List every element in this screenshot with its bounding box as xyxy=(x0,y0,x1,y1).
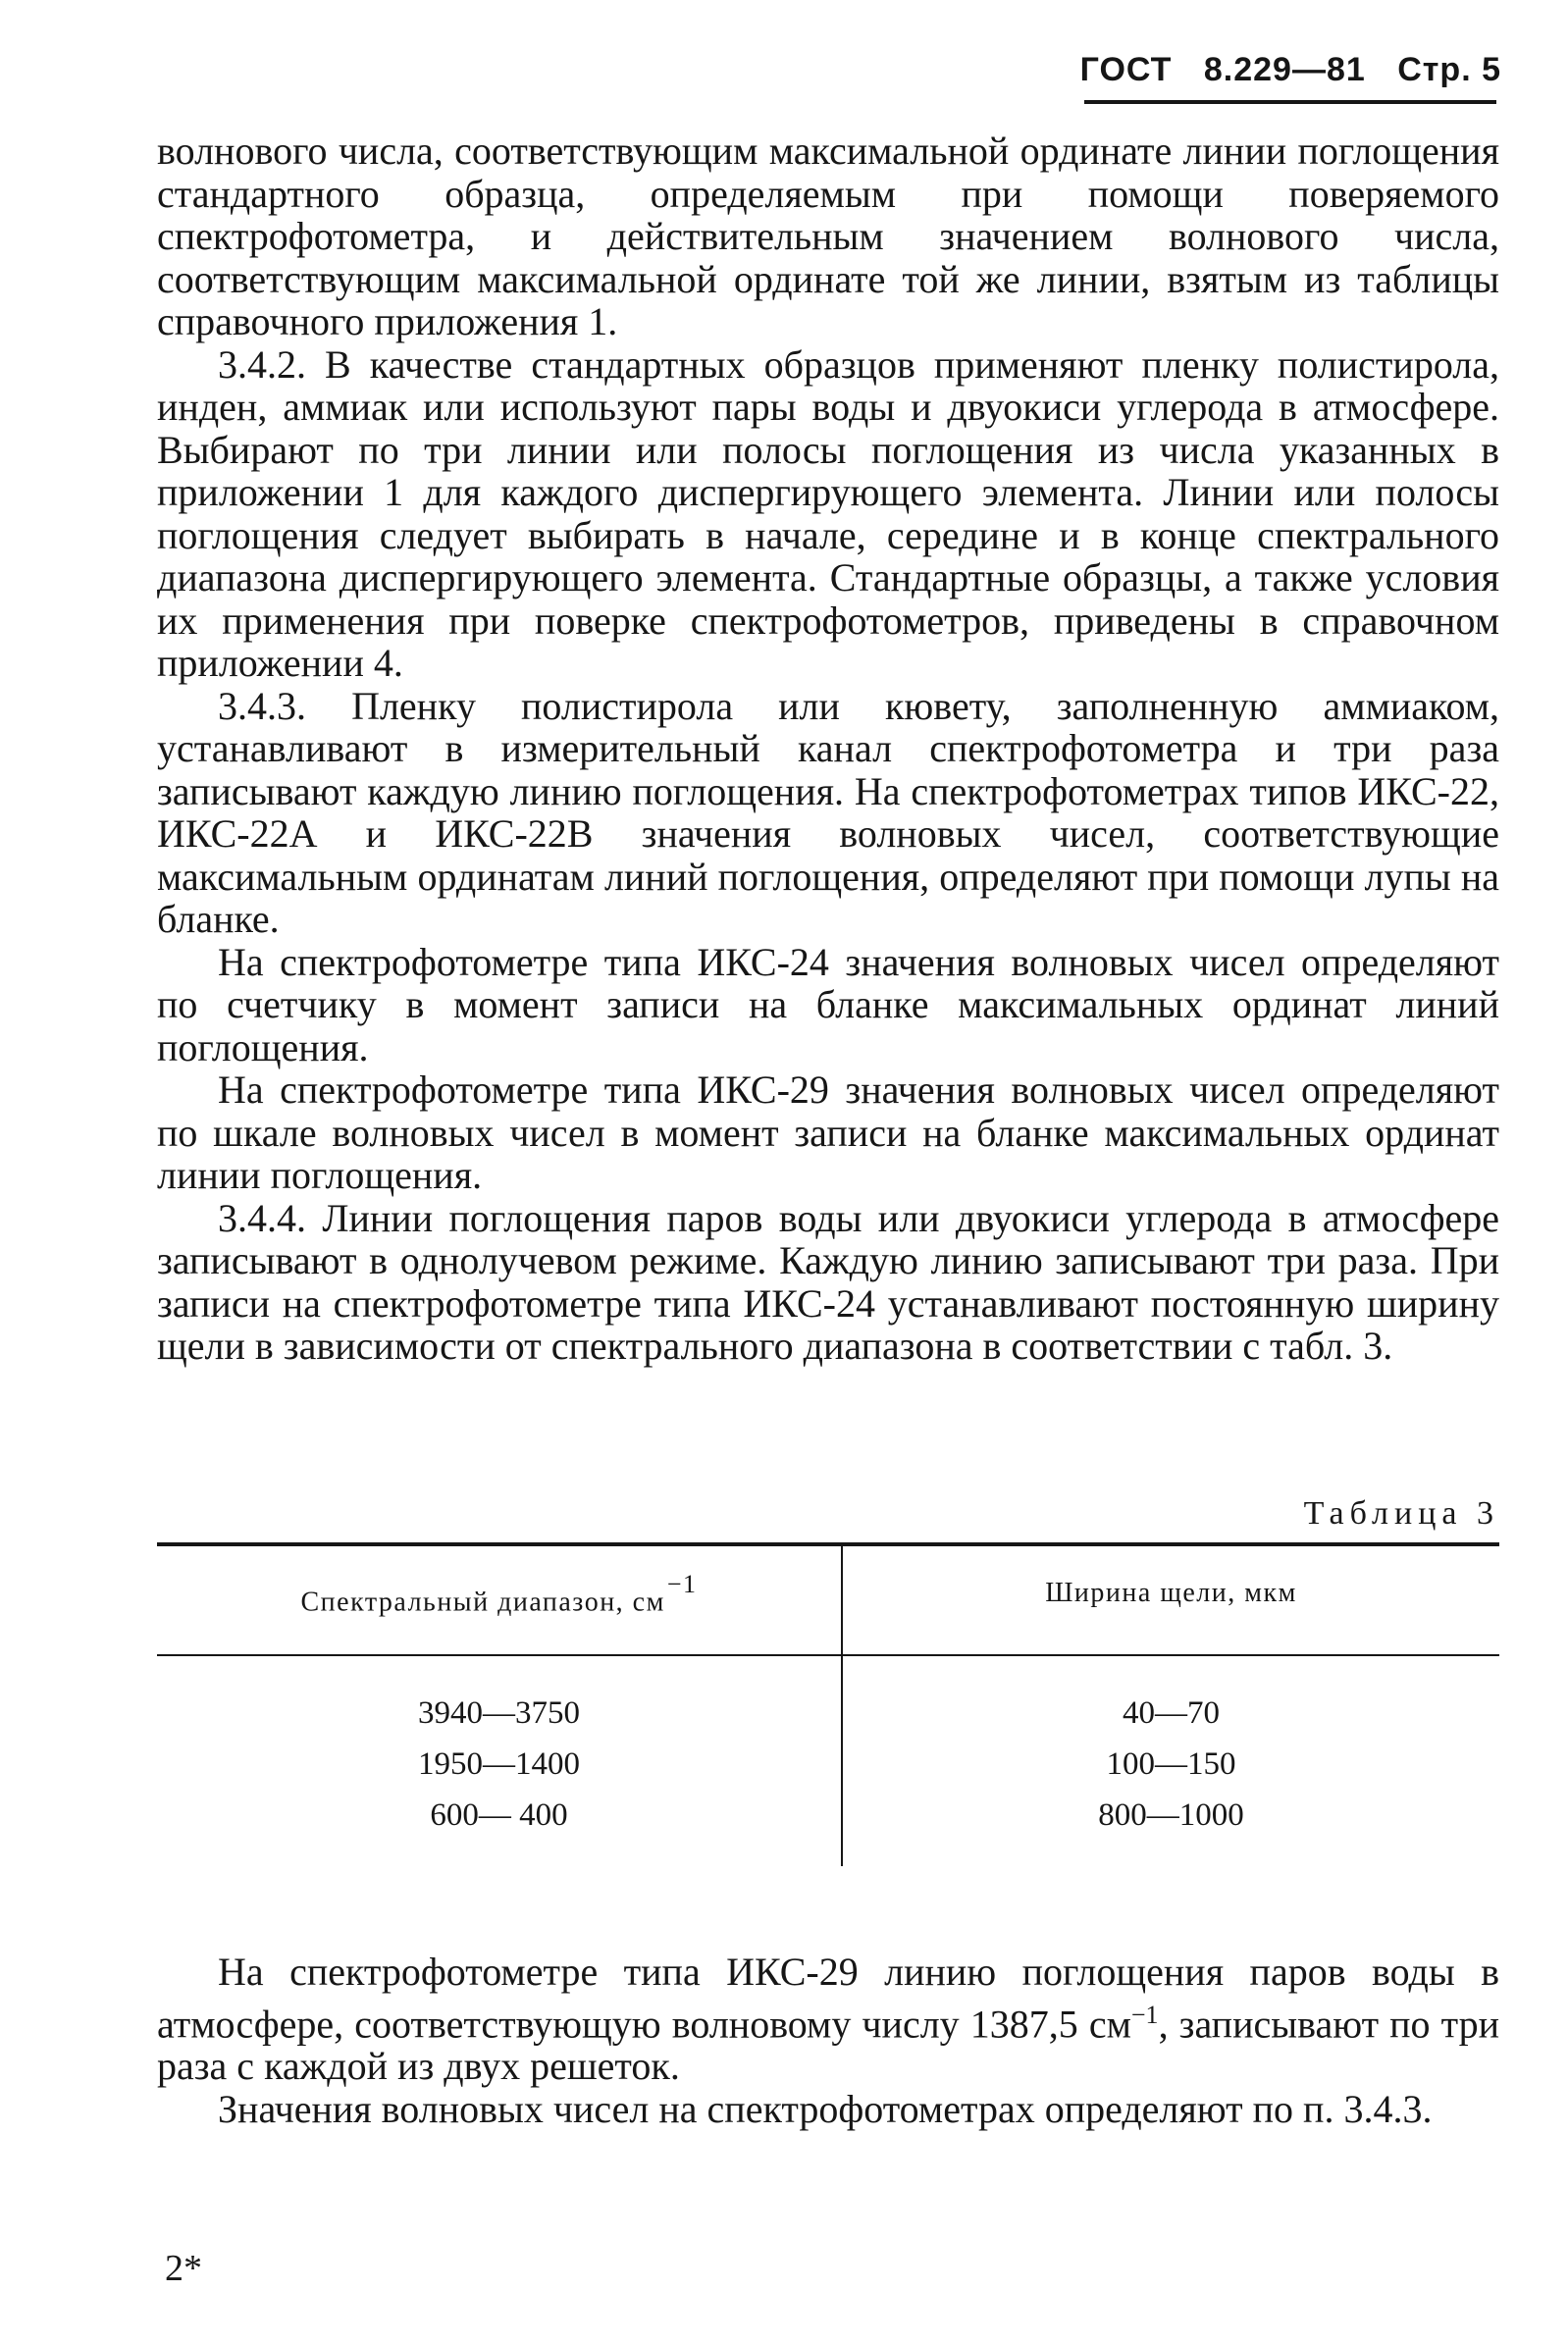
body-text xyxy=(157,130,1499,1368)
table-header-range-text: Спектральный диапазон, см xyxy=(300,1587,665,1618)
table-cell-range: 600— 400 xyxy=(430,1797,568,1833)
paragraph-iks-29-water-text: На спектрофотометре типа ИКС-29 линию поглощения паров воды в атмосфере, соответствующую волновому числу 1387,5 см xyxy=(157,1950,1499,2046)
table-cell-width: 800—1000 xyxy=(1098,1797,1244,1833)
paragraph-iks-29-water xyxy=(157,1951,1499,2088)
paragraph-iks-29-water-tail: , записывают по три раза с каждой из двух решеток. xyxy=(157,2001,1499,2089)
table-3 xyxy=(157,1542,1499,1925)
table-header-range xyxy=(157,1570,841,1618)
after-table-text xyxy=(157,1951,1499,2130)
table-cell-range: 1950—1400 xyxy=(418,1746,580,1782)
page-label: Стр. 5 xyxy=(1397,51,1501,88)
paragraph-iks-24: На спектрофотометре типа ИКС-24 значения волновых чисел определяют по счетчику в момент записи на бланке максимальных ординат линий поглощения. xyxy=(157,939,1499,1069)
unit-exponent: −1 xyxy=(1130,2000,1159,2029)
standard-number: 8.229—81 xyxy=(1203,51,1366,88)
signature-mark: 2* xyxy=(165,2248,202,2289)
table-header-width: Ширина щели, мкм xyxy=(1045,1578,1297,1608)
paragraph-wavenumber-values: Значения волновых чисел на спектрофотометрах определяют по п. 3.4.3. xyxy=(218,2086,1433,2131)
paragraph-3-4-3: 3.4.3. Пленку полистирола или кювету, заполненную аммиаком, устанавливают в измерительный канал спектрофотометра и три раза записывают каждую линию поглощения. На спектрофотометрах типов ИКС-22, ИКС-22А и ИКС-22В значения волновых чисел, соответствующие максимальным ординатам линий поглощения, определяют при помощи лупы на бланке. xyxy=(157,683,1499,941)
table-header-rule xyxy=(157,1654,1499,1656)
table-cell-width: 100—150 xyxy=(1106,1746,1236,1782)
running-head xyxy=(1060,51,1501,89)
table-caption: Таблица 3 xyxy=(1303,1495,1499,1532)
paragraph-3-4-4: 3.4.4. Линии поглощения паров воды или двуокиси углерода в атмосфере записывают в однолучевом режиме. Каждую линию записывают три раза. При записи на спектрофотометре типа ИКС-24 устанавливают постоянную ширину щели в зависимости от спектрального диапазона в соответствии с табл. 3. xyxy=(157,1195,1499,1368)
standard-label: ГОСТ xyxy=(1079,51,1173,88)
table-top-rule xyxy=(157,1542,1499,1546)
paragraph-iks-29: На спектрофотометре типа ИКС-29 значения волновых чисел определяют по шкале волновых чисел в момент записи на бланке максимальных ординат линии поглощения. xyxy=(157,1067,1499,1197)
table-cell-range: 3940—3750 xyxy=(418,1695,580,1731)
table-cell-width: 40—70 xyxy=(1123,1695,1220,1731)
paragraph-continuation: волнового числа, соответствующим максимальной ординате линии поглощения стандартного образца, определяемым при помощи поверяемого спектрофотометра, и действительным значением волнового числа, соответствующим максимальной ординате той же линии, взятым из таблицы справочного приложения 1. xyxy=(157,129,1499,343)
table-header-range-unit-exponent: −1 xyxy=(666,1570,698,1598)
header-rule xyxy=(1084,100,1496,104)
paragraph-3-4-2: 3.4.2. В качестве стандартных образцов применяют пленку полистирола, инден, аммиак или используют пары воды и двуокиси углерода в атмосфере. Выбирают по три линии или полосы поглощения из числа указанных в приложении 1 для каждого диспергирующего элемента. Линии или полосы поглощения следует выбирать в начале, середине и в конце спектрального диапазона диспергирующего элемента. Стандартные образцы, а также условия их применения при поверке спектрофотометров, приведены в справочном приложении 4. xyxy=(157,341,1499,685)
